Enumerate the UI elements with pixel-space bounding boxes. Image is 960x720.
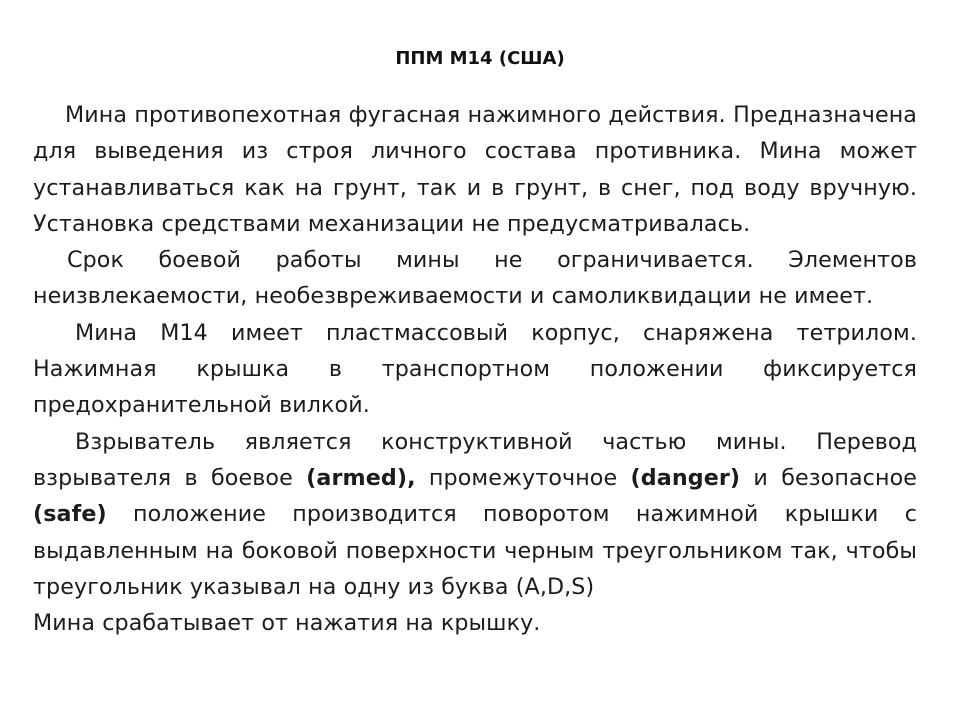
fuze-text-2: промежуточное <box>415 464 631 491</box>
paragraph-fuze <box>33 424 917 605</box>
fuze-text-1: Взрыватель является конструктивной частью мины. Перевод взрывателя в боевое <box>33 428 917 491</box>
paragraph-construction: Мина М14 имеет пластмассовый корпус, снаряжена тетрилом. Нажимная крышка в транспортном положении фиксируется предохранительной вилкой. <box>33 319 917 419</box>
fuze-mode-armed: (armed), <box>306 464 416 491</box>
fuze-text-3: и безопасное <box>740 464 917 491</box>
fuze-text-4: положение производится поворотом нажимной крышки с выдавленным на боковой поверхности черным треугольником так, чтобы треугольник указывал на одну из буква (A,D,S) <box>33 501 917 600</box>
paragraph-service-life: Срок боевой работы мины не ограничивается. Элементов неизвлекаемости, необезвреживаемости и самоликвидации не имеет. <box>33 247 917 310</box>
paragraph-trigger: Мина срабатывает от нажатия на крышку. <box>33 610 541 637</box>
slide-body <box>33 97 917 641</box>
fuze-mode-danger: (danger) <box>630 464 741 491</box>
fuze-mode-safe: (safe) <box>33 501 107 528</box>
slide-title: ППМ М14 (США) <box>395 48 565 69</box>
paragraph-description: Мина противопехотная фугасная нажимного действия. Предназначена для выведения из строя личного состава противника. Мина может устанавливаться как на грунт, так и в грунт, в снег, под воду вручную. Установка средствами механизации не предусматривалась. <box>33 102 917 237</box>
